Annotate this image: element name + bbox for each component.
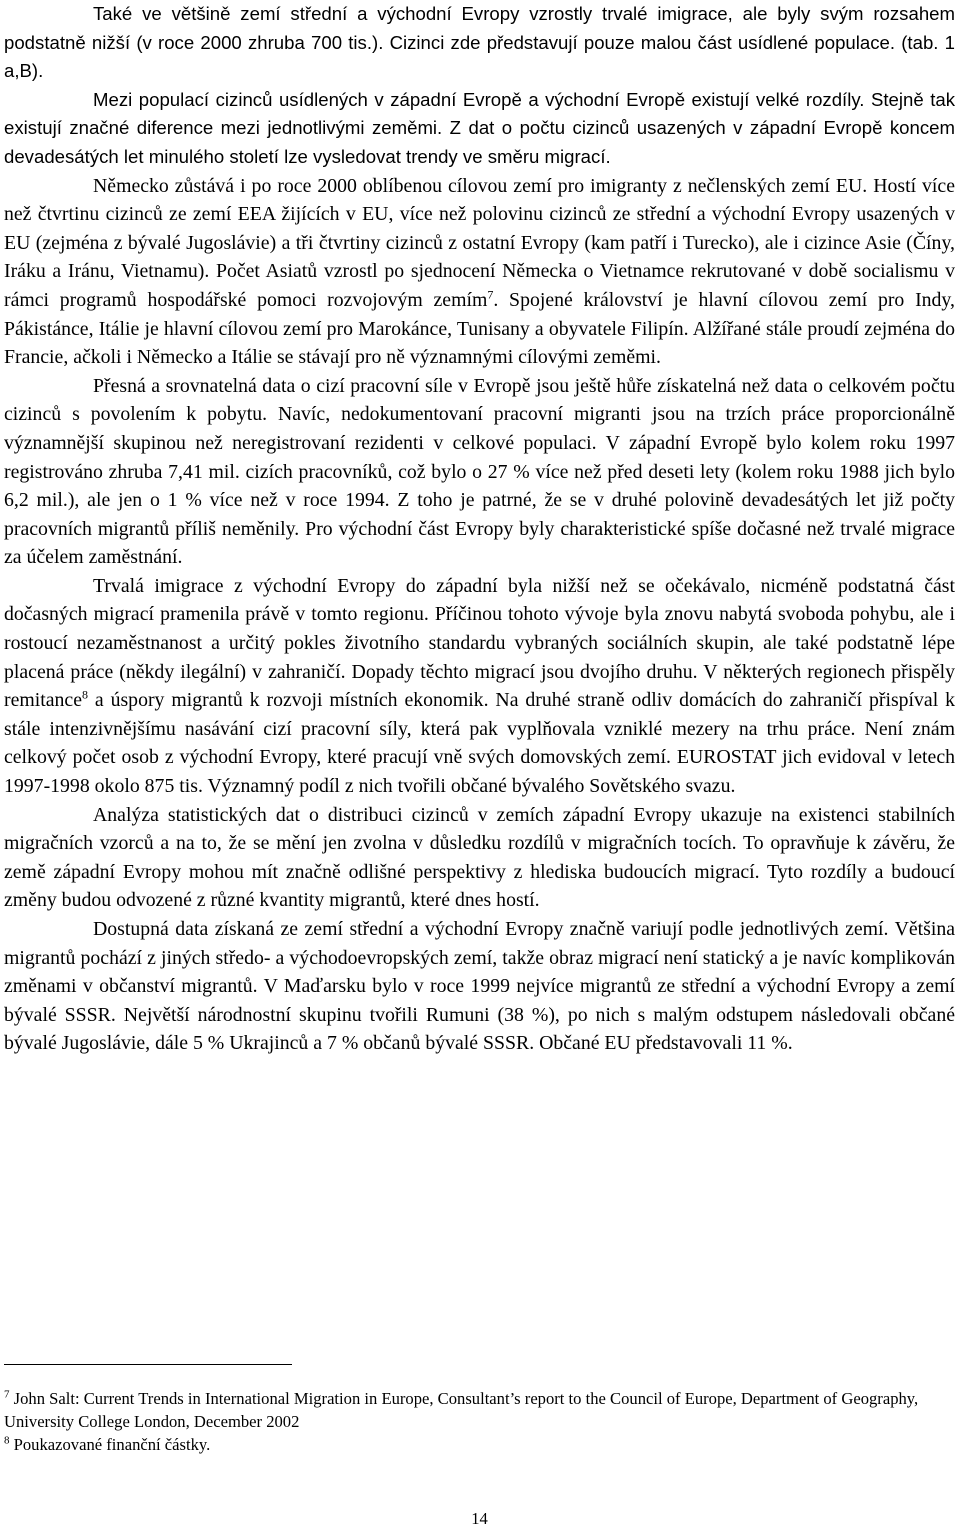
paragraph-5-text-b: a úspory migrantů k rozvoji místních ekonomik. Na druhé straně odliv domácích do zahraničí přispíval k stále intenzivnějšímu nasávání cizí pracovní síly, která pak vyplňovala vzniklé mezery na trhu práce. Není znám celkový počet osob z východní Evropy, které pracují vně svých domovských zemí. EUROSTAT jich evidoval v letech 1997-1998 okolo 875 tis. Významný podíl z nich tvořili občané bývalého Sovětského svazu.: [4, 689, 955, 798]
paragraph-1-text: Také ve většině zemí střední a východní Evropy vzrostly trvalé imigrace, ale byly svým rozsahem podstatně nižší (v roce 2000 zhruba 700 tis.). Cizinci zde představují pouze malou část usídlené populace. (tab. 1 a,B).: [4, 3, 955, 82]
paragraph-3-text-a: Německo zůstává i po roce 2000 oblíbenou cílovou zemí pro imigranty z nečlenských zemí EU. Hostí více než čtvrtinu cizinců ze zemí EEA žijících v EU, více než polovinu cizinců ze střední a východní Evropy usazených v EU (zejména z bývalé Jugoslávie) a tři čtvrtiny cizinců z ostatní Evropy (kam patří i Turecko), ale i cizince Asie (Číny, Iráku a Iránu, Vietnamu). Počet Asiatů vzrostl po sjednocení Německa o Vietnamce rekrutované v době socialismu v rámci programů hospodářské pomoci rozvojovým zemím: [4, 174, 955, 311]
paragraph-4-text: Přesná a srovnatelná data o cizí pracovní síle v Evropě jsou ještě hůře získatelná než data o celkovém počtu cizinců s povolením k pobytu. Navíc, nedokumentovaní pracovní migranti jsou na trzích práce proporcionálně významnější skupinou než neregistrovaní rezidenti v celkové populaci. V západní Evropě bylo kolem roku 1997 registrováno zhruba 7,41 mil. cizích pracovníků, což bylo o 27 % více než před deseti lety (kolem roku 1988 jich bylo 6,2 mil.), ale jen o 1 % více než v roce 1994. Z toho je patrné, že se v druhé polovině devadesátých let již počty pracovních migrantů příliš neměnily. Pro východní část Evropy byly charakteristické spíše dočasné než trvalé migrace za účelem zaměstnání.: [4, 374, 955, 569]
paragraph-2-text: Mezi populací cizinců usídlených v západní Evropě a východní Evropě existují velké rozdíly. Stejně tak existují značné diference mezi jednotlivými zeměmi. Z dat o počtu cizinců usazených v západní Evropě koncem devadesátých let minulého století lze vysledovat trendy ve směru migrací.: [4, 88, 955, 167]
paragraph-5: [4, 572, 955, 801]
paragraph-3-text-b: . Spojené království je hlavní cílovou zemí pro Indy, Pákistánce, Itálie je hlavní cílovou zemí pro Marokánce, Tunisany a obyvatele Filipín. Alžířané stále proudí zejména do Francie, ačkoli i Německo a Itálie se stávají pro ně významnými cílovými zeměmi.: [4, 288, 955, 369]
paragraph-3: [4, 172, 955, 372]
footnote-8-text: Poukazované finanční částky.: [9, 1435, 211, 1454]
footnote-mark-8: 8: [4, 1434, 10, 1447]
paragraph-5-text-a: Trvalá imigrace z východní Evropy do západní byla nižší než se očekávalo, nicméně podstatná část dočasných migrací pramenila právě v tomto regionu. Příčinou tohoto vývoje byla znovu nabytá svoboda pohybu, ale i rostoucí nezaměstnanost a určitý pokles životního standardu vybraných sociálních skupin, ale také podstatně lépe placená práce (někdy ilegální) v zahraničí. Dopady těchto migrací jsou dvojího druhu. V některých regionech přispěly remitance: [4, 574, 955, 712]
footnote-separator: [4, 1364, 292, 1365]
footnotes: [4, 1387, 955, 1456]
paragraph-7: [4, 915, 955, 1058]
document-page: [4, 0, 955, 1533]
footnote-mark-7: 7: [4, 1388, 10, 1401]
footnote-ref-8[interactable]: 8: [81, 687, 88, 702]
paragraph-7-text: Dostupná data získaná ze zemí střední a východní Evropy značně variují podle jednotlivých zemí. Většina migrantů pochází z jiných středo- a východoevropských zemí, takže obraz migrací není statický a je navíc komplikován změnami v občanství migrantů. V Maďarsku bylo v roce 1999 nejvíce migrantů ze střední a východní Evropy a zemí bývalé SSSR. Největší národnostní skupinu tvořili Rumuni (38 %), po nich s malým odstupem následovali občané bývalé Jugoslávie, dále 5 % Ukrajinců a 7 % občanů bývalé SSSR. Občané EU představovali 11 %.: [4, 918, 955, 1055]
paragraph-1: [4, 0, 955, 86]
footnote-7: [4, 1387, 955, 1433]
paragraph-6-text: Analýza statistických dat o distribuci cizinců v zemích západní Evropy ukazuje na existenci stabilních migračních vzorců a na to, že se mění jen zvolna v důsledku rozdílů v migračních tocích. To opravňuje k závěru, že země západní Evropy mohou mít značně odlišné perspektivy z hlediska budoucích migrací. Tyto rozdíly a budoucí změny budou odvozené z různé kvantity migrantů, které dnes hostí.: [4, 803, 955, 912]
paragraph-6: [4, 801, 955, 915]
footnote-7-text: John Salt: Current Trends in International Migration in Europe, Consultant’s report to the Council of Europe, Department of Geography, University College London, December 2002: [4, 1389, 919, 1431]
footnote-ref-7[interactable]: 7: [487, 287, 494, 302]
paragraph-2: [4, 86, 955, 172]
footnote-8: [4, 1433, 955, 1456]
page-number: 14: [471, 1509, 488, 1528]
body-text: [4, 0, 955, 1058]
paragraph-4: [4, 372, 955, 572]
